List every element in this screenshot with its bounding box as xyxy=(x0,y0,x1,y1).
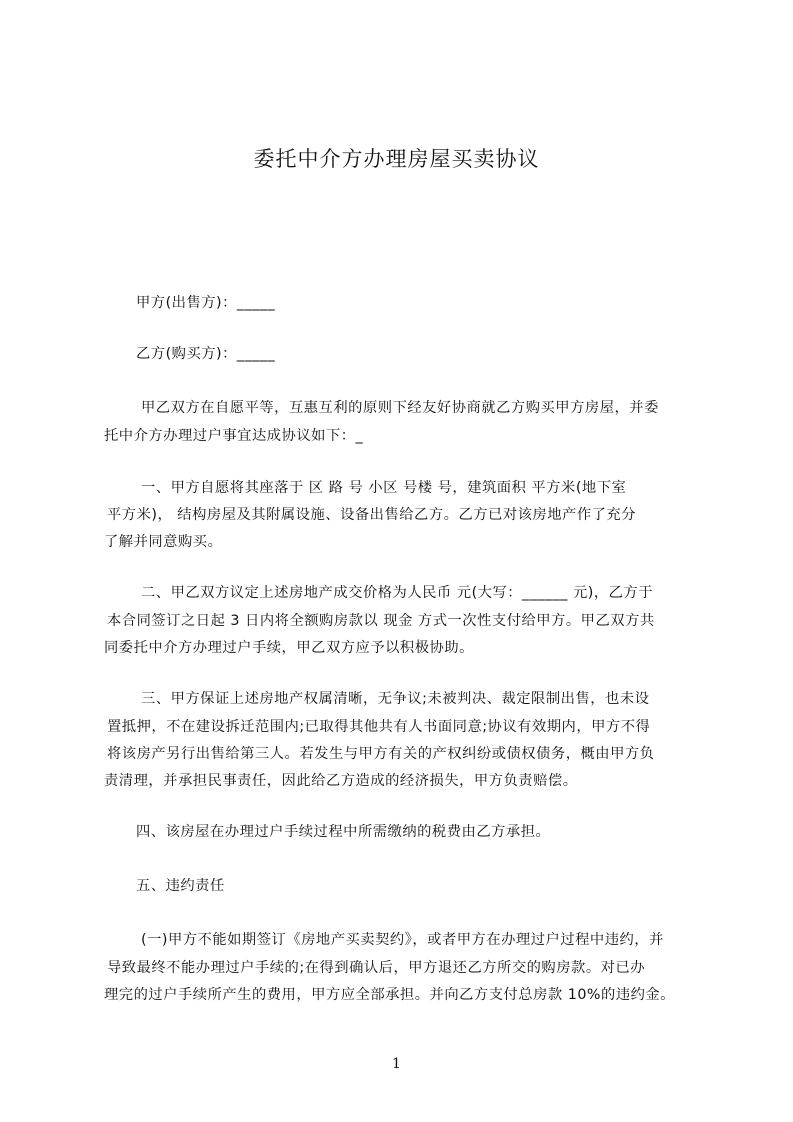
party-b-line: 乙方(购买方)：_____ xyxy=(136,346,276,362)
paragraph-line: 理完的过户手续所产生的费用，甲方应全部承担。并向乙方支付总房款 10%的违约金。 xyxy=(104,987,676,1003)
page-number: 1 xyxy=(392,1056,401,1072)
paragraph-line: 置抵押，不在建设拆迁范围内;已取得其他共有人书面同意;协议有效期内，甲方不得 xyxy=(107,719,651,735)
paragraph-line: 责清理，并承担民事责任，因此给乙方造成的经济损失，甲方负责赔偿。 xyxy=(104,773,578,789)
paragraph-line: (一)甲方不能如期签订《房地产买卖契约》，或者甲方在办理过户过程中违约，并 xyxy=(141,932,664,948)
paragraph-line: 甲乙双方在自愿平等，互惠互利的原则下经友好协商就乙方购买甲方房屋，并委 xyxy=(141,400,659,416)
party-a-line: 甲方(出售方)：_____ xyxy=(136,295,276,311)
paragraph-line: 二、甲乙双方议定上述房地产成交价格为人民币 元(大写：______ 元)，乙方于 xyxy=(141,585,654,601)
paragraph-line: 同委托中介方办理过户手续，甲乙双方应予以积极协助。 xyxy=(104,640,474,656)
paragraph-line: 平方米)， 结构房屋及其附属设施、设备出售给乙方。乙方已对该房地产作了充分 xyxy=(107,507,637,523)
clause-4-line: 四、该房屋在办理过户手续过程中所需缴纳的税费由乙方承担。 xyxy=(136,824,551,840)
paragraph-line: 三、甲方保证上述房地产权属清晰，无争议;未被判决、裁定限制出售，也未设 xyxy=(141,691,650,707)
paragraph-line: 本合同签订之日起 3 日内将全额购房款以 现金 方式一次性支付给甲方。甲乙双方共 xyxy=(107,613,655,629)
paragraph-line: 将该房产另行出售给第三人。若发生与甲方有关的产权纠纷或债权债务，概由甲方负 xyxy=(107,746,655,762)
paragraph-line: 了解并同意购买。 xyxy=(104,534,223,550)
paragraph-line: 一、甲方自愿将其座落于 区 路 号 小区 号楼 号，建筑面积 平方米(地下室 xyxy=(141,480,627,496)
paragraph-line: 导致最终不能办理过户手续的;在得到确认后，甲方退还乙方所交的购房款。对已办 xyxy=(107,960,646,976)
paragraph-line: 托中介方办理过户事宜达成协议如下：_ xyxy=(104,428,364,444)
document-title: 委托中介方办理房屋买卖协议 xyxy=(253,147,540,171)
clause-5-heading: 五、违约责任 xyxy=(136,878,225,894)
